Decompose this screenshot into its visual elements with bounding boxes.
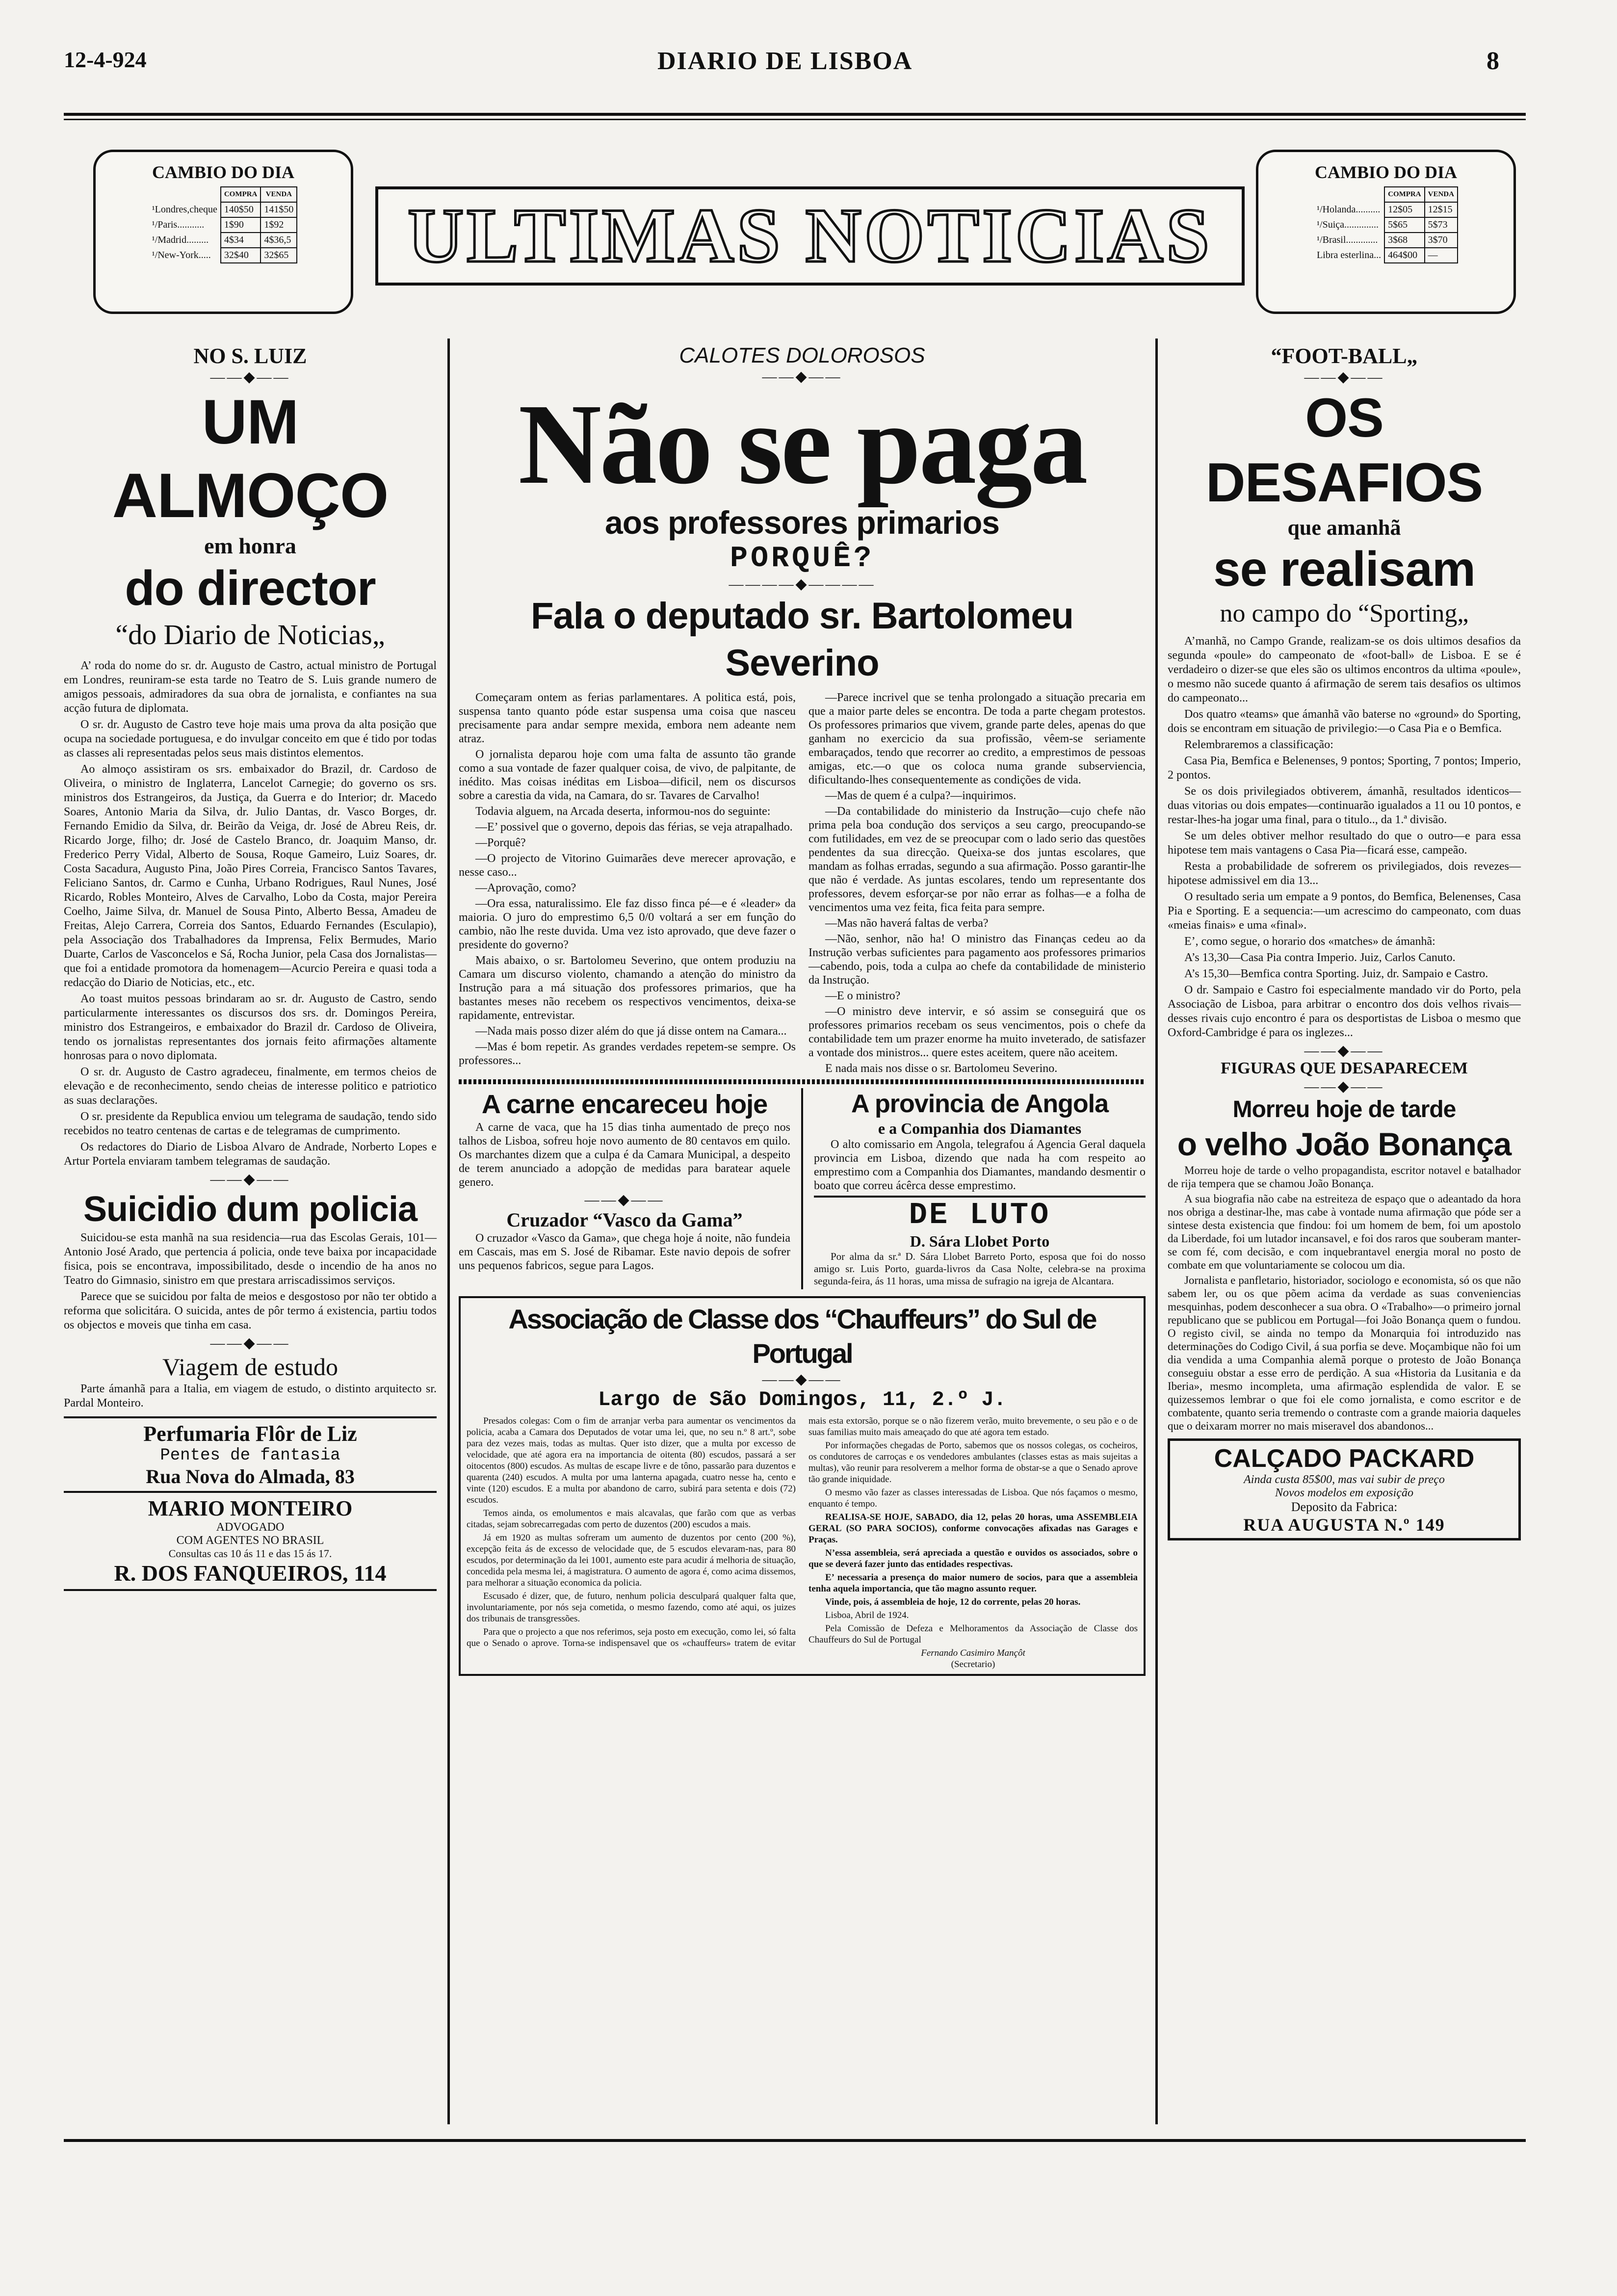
banner-title: ULTIMAS NOTICIAS (408, 193, 1212, 279)
luto-headline: DE LUTO (814, 1196, 1146, 1232)
left-headline-2: do director (125, 561, 376, 616)
assoc-signature: Fernando Casimiro Mançôt (921, 1648, 1025, 1658)
left-subhead: em honra (204, 533, 296, 558)
right-kicker: “FOOT-BALL„ (1271, 344, 1418, 368)
brief-right (814, 1088, 1146, 1289)
assoc-headline: Associação de Classe dos “Chauffeurs” do Sul de Portugal (508, 1304, 1096, 1369)
table-row: ¹/Brasil............. 3$68 3$70 (1314, 233, 1458, 248)
ornament-rule: ——◆—— (584, 1192, 665, 1208)
center-headline-2: Fala o deputado sr. Bartolomeu Severino (531, 595, 1073, 684)
column-rule-right (1155, 339, 1158, 2124)
right-headline: OS DESAFIOS (1205, 387, 1483, 513)
cambio-left-title: CAMBIO DO DIA (152, 162, 294, 182)
col-sell: VENDA (1425, 187, 1458, 202)
angola-headline: A provincia de Angola (851, 1090, 1109, 1118)
center-kicker: CALOTES DOLOROSOS (679, 343, 925, 367)
right-subhead: que amanhã (1287, 516, 1401, 540)
table-row: Libra esterlina... 464$00 — (1314, 248, 1458, 263)
table-row: ¹Londres,cheque 140$50 141$50 (149, 202, 297, 217)
ornament-rule: ——◆—— (210, 1335, 290, 1351)
table-row: ¹/New-York..... 32$40 32$65 (149, 248, 297, 263)
cambio-left-box (93, 150, 353, 314)
right-article-body: A’manhã, no Campo Grande, realizam-se os dois ultimos desafios da segunda «poule» do campeonato de «foot-ball» de Lisboa. E se é verdadeiro o dizer-se que eles são os ultimos encontros da ultima «poule», o mesmo não sucede quanto á afirmação de serem tais desafios os ultimos do campeonato... Dos quatro «teams» que ámanhã vão baterse no «ground» do Sporting, dois se encontram em situação de privilegio:—o Casa Pia e o Bemfica. Relembraremos a classificação: Casa Pia, Bemfica e Belenenses, 9 pontos; Sporting, 7 pontos; Imperio, 2 pontos. Se os dois privilegiados obtiverem, ámanhã, resultados identicos—duas vitorias ou dois empates—continuarão igualados a 11 ou 10 pontos, e restar-lhes-ha jogar uma final, para o titulo.., da 1.ª divisão. Se um deles obtiver melhor resultado do que o outro—e para essa hipotese tem mais vantagens o Casa Pia—ficará esse, campeão. Resta a probabilidade de sofrerem os privilegiados, dois revezes—hipotese admissivel em dia 13... O resultado seria um empate a 9 pontos, do Bemfica, Belenenses, Casa Pia e Sporting. E a sequencia:—um acrescimo do campeonato, com duas «meias finais» e uma «final». E’, como segue, o horario dos «matches» de ámanhã: A’s 13,30—Casa Pia contra Imperio. Juiz, Carlos Canuto. A’s 15,30—Bemfica contra Sporting. Juiz, dr. Sampaio e Castro. O dr. Sampaio e Castro foi especialmente mandado vir do Porto, pela Associação de Lisboa, para arbitrar o encontro dos dois velhos rivais—desses rivais cujo encontro é para os desportistas de Lisboa o mesmo que Oxford-Cambridge é para os inglezes... (1168, 635, 1521, 1039)
assoc-box (459, 1296, 1146, 1676)
assoc-subhead: Largo de São Domingos, 11, 2.º J. (598, 1388, 1006, 1411)
figuras-headline: Morreu hoje de tarde (1232, 1096, 1456, 1122)
page-number: 8 (1487, 47, 1499, 75)
cambio-right-title: CAMBIO DO DIA (1314, 162, 1457, 182)
page-bottom-rule (64, 2139, 1526, 2142)
cruzador-headline: Cruzador “Vasco da Gama” (506, 1209, 743, 1231)
banner-box (375, 186, 1245, 286)
luto-body: Por alma da sr.ª D. Sára Llobet Barreto Porto, esposa que foi do nosso amigo sr. Luis Porto, guarda-livros da Casa Nolte, celebra-se na proxima segunda-feira, ás 11 horas, uma missa de sufragio na igreja de Alcantara. (814, 1251, 1146, 1287)
viagem-headline: Viagem de estudo (162, 1353, 338, 1381)
ornament-rule: ————◆———— (729, 576, 876, 592)
brief-divider (801, 1088, 803, 1289)
col-buy: COMPRA (221, 187, 261, 202)
left-kicker: NO S. LUIZ (193, 344, 307, 368)
center-article-body: Começaram ontem as ferias parlamentares. A politica está, pois, suspensa tanto quanto póde estar suspensa uma coisa que nasceu precisamente para andar sempre mexida, embora nem adeante nem atraz. O jornalista deparou hoje com uma falta de assunto tão grande como a sua vontade de fazer qualquer coisa, de vivo, de palpitante, de inédito. Mas coisas inéditas em Lisboa—dificil, nem os discursos sobre a carestia da vida, na Camara, do sr. Tavares de Carvalho! Todavia alguem, na Arcada deserta, informou-nos do seguinte: —E’ possivel que o governo, depois das férias, se veja atrapalhado. —Porquê? —O projecto de Vitorino Guimarães deve merecer aprovação, e nesse caso... —Aprovação, como? —Ora essa, naturalissimo. Ele faz disso finca pé—e é «leader» da maioria. O juro do emprestimo 6,5 0/0 voltará a ser em função do cambio, não lhe reste duvida. Uma vez isto aprovado, que deve fazer o presidente do governo? Mais abaixo, o sr. Bartolomeu Severino, que ontem produziu na Camara um discurso violento, chamando a atenção do ministro da Instrução para a má situação dos professores primarios, que ha bastantes meses não recebem os respectivos vencimentos, deixa-se rapidamente, entrevistar. —Nada mais posso dizer além do que já disse ontem na Camara... —Mas é bom repetir. As grandes verdades repetem-se sempre. Os professores... —Parece incrivel que se tenha prolongado a situação precaria em que a maior parte deles se encontra. De toda a parte chegam protestos. Os professores primarios que vivem, grande parte deles, apenas do que ganham no exercicio da sua profissão, vêem-se seriamente embaraçados, tendo que recorrer ao credito, a emprestimos de pessoas amigas, etc.—o que os coloca numa grande subserviencia, dificultando-lhes consequentemente as condições de vida. —Mas de quem é a culpa?—inquirimos. —Da contabilidade do ministerio da Instrução—cujo chefe não prima pela boa condução dos serviços a seu cargo, preocupando-se com futilidades, em vez de se preocupar com o lado serio das questões pendentes da sua direcção. Queixa-se dos juntas escolares, que mandam as folhas erradas, segundo a sua afirmação. Posso garantir-lhe que não é verdade. As juntas escolares, tendo um representante dos professores, devem esforçar-se por não errar as folhas—e a folha de vencimentos uma vez feita, fica feita para sempre. —Mas não haverá faltas de verba? —Não, senhor, não ha! O ministro das Finanças cedeu ao da Instrução verbas suficientes para pagamento aos professores primarios—cabendo, pois, toda a culpa ao chefe da contabilidade de ministerio da Instrução. —E o ministro? —O ministro deve intervir, e só assim se conseguirá que os professores primarios recebam os seus vencimentos, pois o chefe da contabilidade tem um prazer enorme ha muito inveterado, de satisfazer a vontade dos ministros... quere estes aceitem, quere não aceitem. E nada mais nos disse o sr. Bartolomeu Severino. (459, 691, 1146, 1075)
masthead-title: DIARIO DE LISBOA (657, 47, 913, 75)
ornament-rule: ——◆—— (1304, 369, 1384, 385)
center-subhead: aos professores primarios (605, 504, 999, 541)
table-row: ¹/Holanda.......... 12$05 12$15 (1314, 202, 1458, 217)
angola-body: O alto comissario em Angola, telegrafou á Agencia Geral daquela provincia em Lisboa, dizendo que nada ha com respeito ao emprestimo com a Companhia dos Diamantes, mandando desmentir o boato que correu ácêrca desse emprestimo. (814, 1138, 1146, 1192)
assoc-body: Presados colegas: Com o fim de arranjar verba para aumentar os vencimentos da policia, acaba a Camara dos Deputados de votar uma lei, que, no seu n.º 8 art.º, sobe para dez vezes mais, todas as multas. Quer isto dizer, que a multa por excesso de velocidade, que até agora era na importancia de oitenta (80) escudos, passará a ser oitocentos (800) escudos. As multas de escape livre e de tôno, passarão para duzentos e quarenta (240) escudos. A multa por uma lanterna apagada, cuatro nesse ha, cento e vinte (120) escudos. E a multa por abandono de carro, subirá para setenta e dois (72) escudos. Temos ainda, os emolumentos e mais alcavalas, que farão com que as verbas citadas, sejam sobrecarregadas com perto de duzentos (200) escudos a mais. Já em 1920 as multas sofreram um aumento de duzentos por cento (200 %), excepção feita ás de excesso de velocidade que, de 5 escudos elevaram-nas, para 80 escudos, por determinação da lei 1001, aumento este para acudir á melhoria de situação, concedida pela mesma lei, á magistratura. O aumento de agora é, como acima dissemos, para melhorar a situação economica da policia. Escusado é dizer, que, de futuro, nenhum policia desculpará qualquer falta que, involuntariamente, por nós seja cometida, o mesmo fazendo, como até aqui, os juizes dos tribunais de transgressões. Para que o projecto a que nos referimos, seja posto em execução, como lei, só falta que o Senado o aprove. Torna-se indispensavel que os «chauffeurs» tratem de evitar mais esta extorsão, porque se o não fizerem verão, muito brevemente, o seu pão e o de suas familias muito mais ameaçado do que até agora tem estado. Por informações chegadas de Porto, sabemos que os nossos colegas, os cocheiros, os condutores de carroças e os vendedores ambulantes (classes estas as mais sujeitas a multas), vão reunir para resolverem a melhor forma de obstar-se a que o Senado aprove tão grande iniquidade. O mesmo vão fazer as classes interessadas de Lisboa. Que nós façamos o mesmo, enquanto é tempo. REALISA-SE HOJE, SABADO, dia 12, pelas 20 horas, uma ASSEMBLEIA GERAL (SO PARA SOCIOS), conforme convocações afixadas nas Garages e Praças. N’essa assembleia, será apreciada a questão e ouvidos os associados, sobre o que se deverá fazer junto das entidades respectivas. E’ necessaria a presença do maior numero de socios, para que a assembleia tenha aquela importancia, que tão magno assunto requer. Vinde, pois, á assembleia de hoje, 12 do corrente, pelas 20 horas. Lisboa, Abril de 1924. Pela Comissão de Defeza e Melhoramentos da Associação de Classe dos Chauffeurs do Sul de Portugal Fernando Casimiro Mançôt (Secretario) (467, 1416, 1138, 1670)
left-headline: UM ALMOÇO (112, 387, 389, 531)
ornament-rule: ——◆—— (762, 1371, 842, 1387)
col-buy: COMPRA (1384, 187, 1425, 202)
table-row: ¹/Madrid......... 4$34 4$36,5 (149, 233, 297, 248)
luto-subhead: D. Sára Llobet Porto (910, 1232, 1050, 1250)
center-briefs (459, 1088, 1146, 1289)
left-headline-3: “do Diario de Noticias„ (115, 619, 385, 651)
ad-perfumaria: Perfumaria Flôr de Liz Pentes de fantasia Rua Nova do Almada, 83 (64, 1416, 437, 1493)
figuras-body: Morreu hoje de tarde o velho propagandista, escritor notavel e batalhador de rija tempera que se chamou João Bonança. A sua biografia não cabe na estreiteza de espaço que o adeantado da hora nos obriga a destinar-lhe, mas cabe à vontade numa afirmação que póde ser a sintese desta existencia que findou: foi um homem de bem, foi um apostolo da Liberdade, foi um lutador incansavel, e foi dos raros que souberam manter-se com fé, com decisão, e com inquebrantavel energia moral no posto de combate em que voluntariamente se colocou um dia. Jornalista e panfletario, historiador, sociologo e economista, só os que não sabem ler, ou os que põem acima da verdade as suas conveniencias mesquinhas, podem desconhecer a sua obra. O «Trabalho»—o primeiro jornal republicano que se publicou em Portugal—foi João Bonança quem o fundou. O registo civil, se ainda no tempo da Monarquia foi introduzido nas determinações do Codigo Civil, á sua porfia se deve. Moçambique não foi um dia vendida a uma Companhia alemã porque o protesto de João Bonança conseguiu obstar a esse erro de perdição. A sua «Historia da Lusitania e da Iberia», mesmo incompleta, uma afirmação esplendida de valor. E se quizessemos lembrar o que foi ele como jornalista, e como escritor e de combatente, quanto seria tremendo o contraste com a grande maioria daqueles que o deixaram morrer no mais miseravel dos abandonos... (1168, 1164, 1521, 1432)
cambio-right-table (1314, 186, 1458, 263)
header-rule-thin (64, 119, 1526, 120)
viagem-body: Parte ámanhã para a Italia, em viagem de estudo, o distinto arquitecto sr. Pardal Monteiro. (64, 1383, 437, 1409)
angola-subhead: e a Companhia dos Diamantes (878, 1120, 1082, 1137)
header-rule (64, 113, 1526, 116)
brief-left (459, 1088, 790, 1289)
cruzador-body: O cruzador «Vasco da Gama», que chega hoje á noite, não fundeia em Cascais, mas em S. José de Ribamar. Este navio depois de sofrer uns pequenos fabricos, segue para Lagos. (459, 1232, 790, 1272)
left-column (64, 343, 437, 1591)
figuras-headline-2: o velho João Bonança (1177, 1126, 1512, 1162)
ornament-rule: ——◆—— (762, 368, 842, 385)
cambio-right-box (1256, 150, 1516, 314)
ornament-rule: ——◆—— (1304, 1078, 1384, 1095)
ornament-rule: ——◆—— (210, 369, 290, 385)
column-rule-left (447, 339, 450, 2124)
figuras-kicker: FIGURAS QUE DESAPARECEM (1221, 1059, 1468, 1077)
center-headline: Não se paga (518, 380, 1086, 508)
right-headline-3: no campo do “Sporting„ (1220, 600, 1469, 627)
right-headline-2: se realisam (1213, 542, 1475, 597)
cambio-left-table (149, 186, 298, 263)
table-row: ¹/Paris........... 1$90 1$92 (149, 217, 297, 233)
ad-packard: CALÇADO PACKARD Ainda custa 85$00, mas vai subir de preço Novos modelos em exposição Deposito da Fabrica: RUA AUGUSTA N.º 149 (1168, 1438, 1521, 1540)
assoc-signature-role: (Secretario) (951, 1659, 995, 1670)
right-column (1168, 343, 1521, 1540)
center-section-rule (459, 1079, 1146, 1084)
left-article-body: A’ roda do nome do sr. dr. Augusto de Castro, actual ministro de Portugal em Londres, reuniram-se esta tarde no Teatro de S. Luis grande numero de amigos pessoais, admiradores da sua obra de jornalista, e confiantes na sua acção futura de diplomata. O sr. dr. Augusto de Castro teve hoje mais uma prova da alta posição que ocupa na sociedade portuguesa, e do invulgar conceito em que é tido por todas as classes ali representadas pelos seus mais distintos elementos. Ao almoço assistiram os srs. embaixador do Brazil, dr. Cardoso de Oliveira, o ministro de Inglaterra, Lancelot Carnegie; do governo os srs. ministros dos Estrangeiros, da Justiça, da Guerra e do Interior; dr. Macedo Soares, Antonio Maria da Silva, dr. Julio Dantas, dr. Vasco Borges, dr. Fernando Emidio da Silva, dr. Beirão da Veiga, dr. José de Abreu Reis, dr. Ricardo Jorge, filho; dr. José de Castelo Branco, dr. Joaquim Manso, dr. Frederico Perry Vidal, Alberto de Sousa, Roque Gameiro, Luiz Soares, dr. Costa Sacadura, Augusto Pina, João Pires Correia, Francisco Santos Tavares, Feliciano Santos, dr. Carmo e Cunha, Urbano Rodrigues, Raul Nunes, José Ricardo, Robles Monteiro, Alves de Carvalho, Lobo da Costa, major Pereira Coelho, Jaime Silva, dr. Manuel de Sousa Pinto, Alberto Bessa, Amadeu de Freitas, Alejo Carrera, Correia dos Santos, Eduardo Fernandes (Esculapio), pela Associação dos Trabalhadores da Imprensa, Felix Bermudes, Mario Duarte, Carlos de Vasconcelos e Sá, Rocha Junior, pela Casa dos Jornalistas—que foi a entidade promotora da homenagem—Acurcio Pereira e quasi toda a redacção do Diario de Noticias, etc., etc. Ao toast muitos pessoas brindaram ao sr. dr. Augusto de Castro, sendo particularmente interessantes os discursos dos srs. dr. Domingos Pereira, ministro dos Estrangeiros, e embaixador do Brazil dr. Cardoso de Oliveira, tendo os jornalistas representantes dos jornais feito afirmações altamente honrosas para o novo diplomata. O sr. dr. Augusto de Castro agradeceu, finalmente, em termos cheios de elevação e de reconhecimento, sendo cheias de interesse politico e patriotico as suas declarações. O sr. presidente da Republica enviou um telegrama de saudação, tendo sido recebidos no teatro centenas de cartas e de telegramas de cumprimento. Os redactores do Diario de Lisboa Alvaro de Andrade, Norberto Lopes e Artur Portela enviaram tambem telegramas de saudação. (64, 659, 437, 1168)
page-date: 12-4-924 (64, 47, 147, 72)
carne-body: A carne de vaca, que ha 15 dias tinha aumentado de preço nos talhos de Lisboa, sofreu hoje novo aumento de 80 centavos em quilo. Os marchantes dizem que a culpa é da Camara Municipal, a despeito de terem anunciado a adopção de medidas para baratear aquele genero. (459, 1121, 790, 1189)
ornament-rule: ——◆—— (1304, 1043, 1384, 1059)
center-porque: PORQUÊ? (730, 542, 875, 575)
carne-headline: A carne encareceu hoje (481, 1090, 768, 1119)
suicide-body: Suicidou-se esta manhã na sua residencia—rua das Escolas Gerais, 101—Antonio José Arado, que pertencia á policia, onde teve baixa por incapacidade fisica, pois se encontrava, impossibilitado, desde o incendio de ha anos no Teatro do Gimnasio, sinistro em que prestara arriscadissimos serviços. Parece que se suicidou por falta de meios e desgostoso por não ter obtido a reforma que solicitára. O suicida, antes de pôr termo á existencia, partiu todos os objectos e moveis que tinha em casa. (64, 1231, 437, 1331)
ad-advogado: MARIO MONTEIRO ADVOGADO COM AGENTES NO BRASIL Consultas cas 10 ás 11 e das 15 ás 17. R. DOS FANQUEIROS, 114 (64, 1493, 437, 1591)
center-column (459, 343, 1146, 1676)
ornament-rule: ——◆—— (210, 1171, 290, 1187)
suicide-headline: Suicidio dum policia (83, 1190, 417, 1229)
col-sell: VENDA (261, 187, 297, 202)
table-row: ¹/Suiça.............. 5$65 5$73 (1314, 217, 1458, 233)
